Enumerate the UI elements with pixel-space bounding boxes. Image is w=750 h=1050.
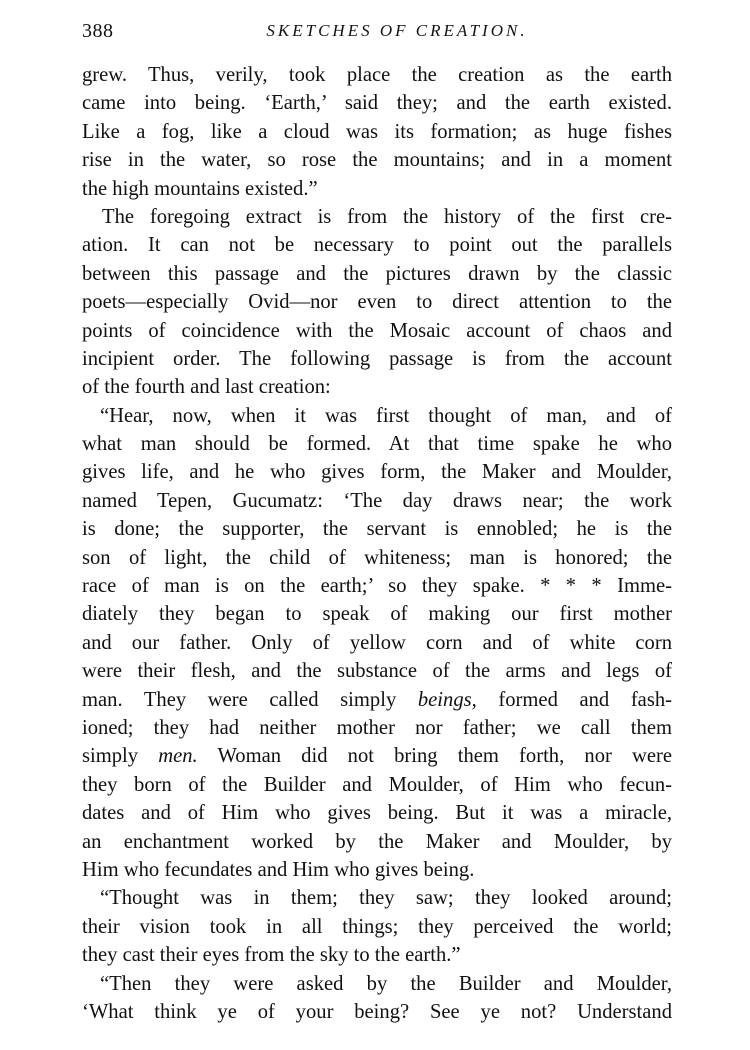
text-line: [82, 686, 672, 714]
text-segment: formed and fash-: [476, 688, 672, 711]
running-header: [82, 20, 672, 44]
text-line: they cast their eyes from the sky to the earth.”: [82, 944, 461, 967]
text-line: the high mountains existed.”: [82, 177, 318, 200]
text-line: [82, 742, 672, 770]
text-line: “Then they were asked by the Builder and Moulder,: [100, 972, 672, 995]
running-title: SKETCHES OF CREATION.: [266, 21, 528, 40]
text-line: “Thought was in them; they saw; they looked around;: [100, 887, 672, 910]
text-line: and our father. Only of yellow corn and of white corn: [82, 631, 672, 654]
paragraph: [82, 61, 672, 203]
text-line: gives life, and he who gives form, the Maker and Moulder,: [82, 461, 672, 484]
text-line: ioned; they had neither mother nor father; we call them: [82, 716, 672, 739]
text-line: Him who fecundates and Him who gives being.: [82, 858, 475, 881]
text-line: diately they began to speak of making our first mother: [82, 603, 672, 626]
text-line: they born of the Builder and Moulder, of Him who fecun-: [82, 773, 672, 796]
text-line: incipient order. The following passage is from the account: [82, 347, 672, 370]
text-line: came into being. ‘Earth,’ said they; and the earth existed.: [82, 92, 672, 115]
paragraph: [82, 203, 672, 402]
text-segment: Woman did not bring them forth, nor were: [197, 745, 673, 768]
paragraph: [82, 402, 672, 885]
paragraph: [82, 884, 672, 969]
text-line: named Tepen, Gucumatz: ‘The day draws near; the work: [82, 489, 672, 512]
text-line: what man should be formed. At that time spake he who: [82, 433, 672, 456]
text-line: Like a fog, like a cloud was its formation; as huge fishes: [82, 120, 672, 143]
text-line: is done; the supporter, the servant is ennobled; he is the: [82, 518, 672, 541]
text-line: grew. Thus, verily, took place the creation as the earth: [82, 64, 672, 86]
text-line: “Hear, now, when it was first thought of man, and of: [100, 404, 672, 427]
text-line: their vision took in all things; they perceived the world;: [82, 915, 672, 938]
text-line: ‘What think ye of your being? See ye not? Understand: [82, 1000, 672, 1023]
text-line: of the fourth and last creation:: [82, 376, 331, 399]
text-line: ation. It can not be necessary to point out the parallels: [82, 234, 672, 257]
text-line: The foregoing extract is from the history of the first cre-: [102, 205, 672, 228]
text-line: points of coincidence with the Mosaic account of chaos and: [82, 319, 672, 342]
text-line: an enchantment worked by the Maker and Moulder, by: [82, 830, 672, 853]
text-segment: man. They were called simply: [82, 688, 418, 711]
text-line: poets—especially Ovid—nor even to direct attention to the: [82, 291, 672, 314]
text-line: between this passage and the pictures drawn by the classic: [82, 262, 672, 285]
page-number: 388: [82, 20, 114, 42]
text-line: race of man is on the earth;’ so they spake. * * * Imme-: [82, 575, 672, 598]
text-line: were their flesh, and the substance of the arms and legs of: [82, 660, 672, 683]
text-line: rise in the water, so rose the mountains; and in a moment: [82, 149, 672, 172]
text-line: dates and of Him who gives being. But it was a miracle,: [82, 802, 672, 825]
text-line: son of light, the child of whiteness; man is honored; the: [82, 546, 672, 569]
italic-word: men.: [158, 745, 198, 768]
paragraph: [82, 970, 672, 1027]
body-text: [82, 61, 672, 1026]
text-segment: simply: [82, 745, 159, 768]
italic-word: beings,: [417, 688, 477, 711]
